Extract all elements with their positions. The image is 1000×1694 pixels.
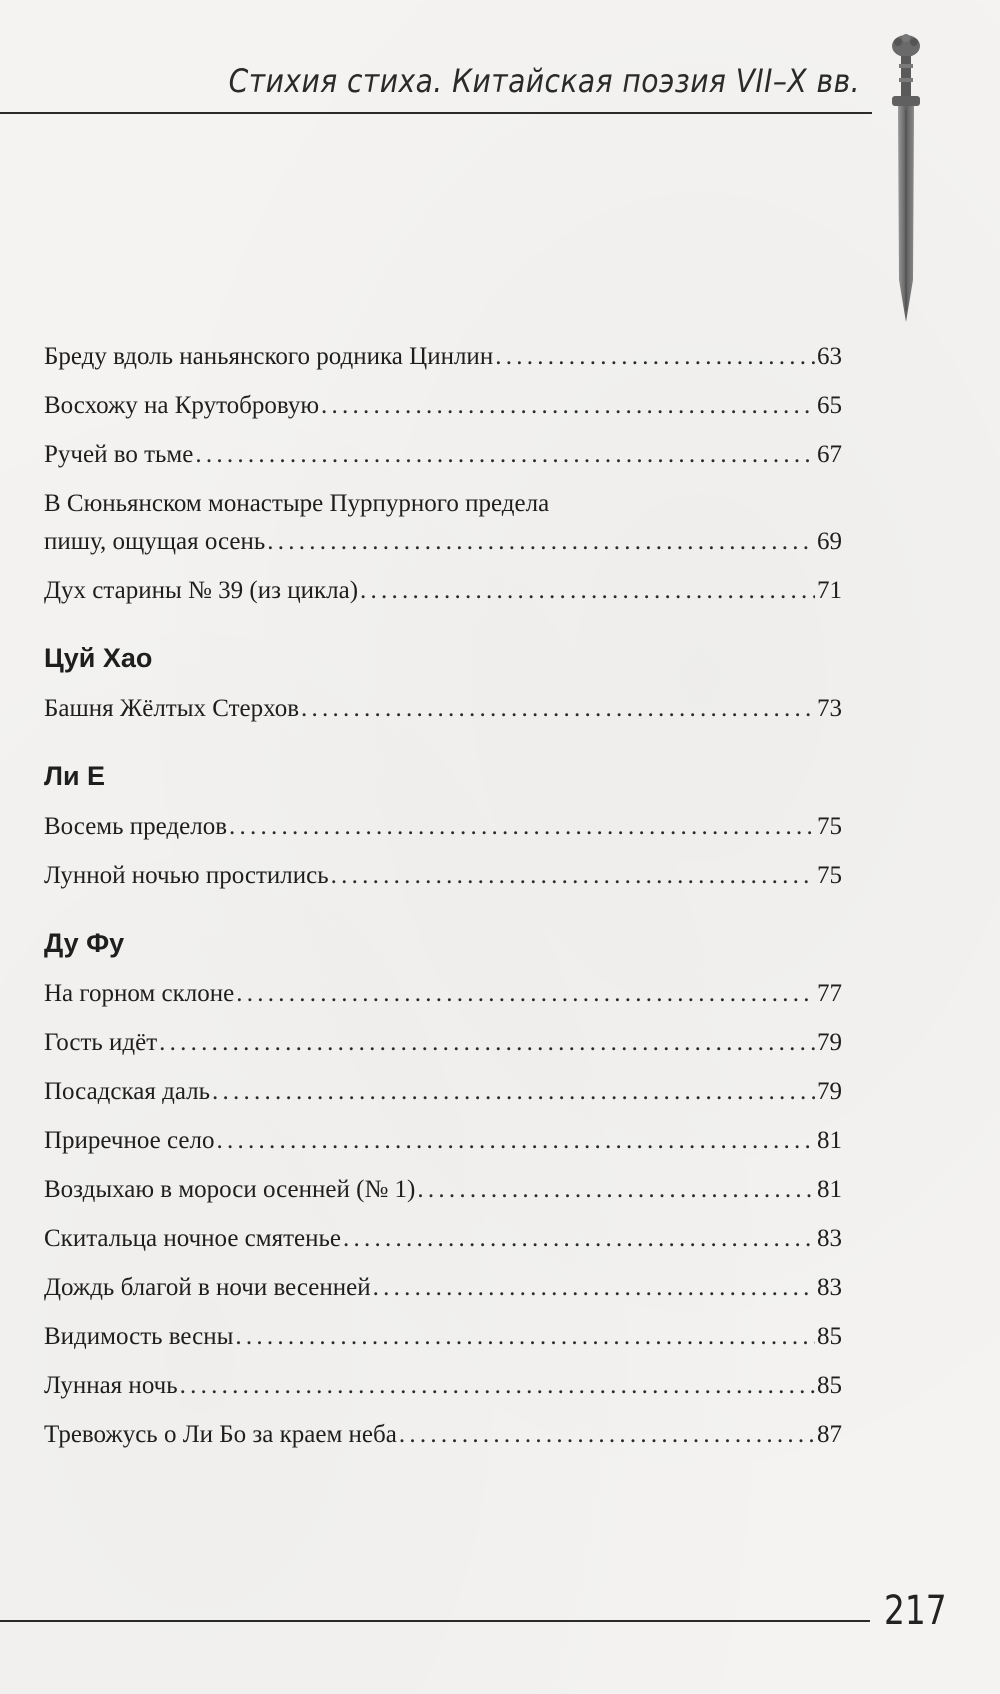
toc-page-number: 79 bbox=[817, 1029, 842, 1056]
toc-entry[interactable] bbox=[44, 861, 842, 891]
toc-entry-title: Гость идёт bbox=[44, 1029, 158, 1056]
author-heading: Ду Фу bbox=[44, 928, 125, 958]
toc-entry-title: Восемь пределов bbox=[44, 813, 228, 840]
toc-page-number: 87 bbox=[817, 1421, 842, 1448]
toc-entry[interactable] bbox=[44, 1126, 842, 1156]
toc-page-number: 71 bbox=[817, 577, 842, 604]
dot-leader bbox=[360, 576, 815, 606]
dot-leader bbox=[301, 694, 815, 724]
toc-entry[interactable] bbox=[44, 576, 842, 606]
header-rule bbox=[0, 112, 872, 114]
toc-entry[interactable] bbox=[44, 489, 842, 557]
toc-entry[interactable] bbox=[44, 812, 842, 842]
dot-leader bbox=[399, 1420, 815, 1450]
toc-page-number: 79 bbox=[817, 1078, 842, 1105]
toc-entry-title: Башня Жёлтых Стерхов bbox=[44, 695, 299, 722]
dot-leader bbox=[373, 1273, 815, 1303]
running-title: Стихия стиха. Китайская поэзия VII–X вв. bbox=[228, 62, 860, 100]
toc-page-number: 77 bbox=[817, 980, 842, 1007]
dot-leader bbox=[212, 1077, 815, 1107]
toc-entry-title-line1: В Сюньянском монастыре Пурпурного предела bbox=[44, 490, 550, 517]
toc-entry[interactable] bbox=[44, 1420, 842, 1450]
toc-page-number: 75 bbox=[817, 862, 842, 889]
toc-page-number: 73 bbox=[817, 695, 842, 722]
toc-entry-title: Скитальца ночное смятенье bbox=[44, 1225, 341, 1252]
toc-entry[interactable] bbox=[44, 391, 842, 421]
sword-icon bbox=[884, 30, 928, 330]
page-number: 217 bbox=[884, 1588, 947, 1634]
toc-entry[interactable] bbox=[44, 1322, 842, 1352]
toc-page-number: 75 bbox=[817, 813, 842, 840]
toc-page-number: 69 bbox=[817, 528, 842, 555]
footer-rule bbox=[0, 1620, 870, 1622]
dot-leader bbox=[180, 1371, 815, 1401]
toc-entry-title: Бреду вдоль наньянского родника Цинлин bbox=[44, 343, 494, 370]
toc-entry[interactable] bbox=[44, 1028, 842, 1058]
toc-entry[interactable] bbox=[44, 1077, 842, 1107]
toc-page-number: 83 bbox=[817, 1274, 842, 1301]
toc-page-number: 85 bbox=[817, 1372, 842, 1399]
toc-entry[interactable] bbox=[44, 440, 842, 470]
toc-entry[interactable] bbox=[44, 342, 842, 372]
toc-entry-title: Дух старины № 39 (из цикла) bbox=[44, 577, 359, 604]
toc-entry-title: Тревожусь о Ли Бо за краем неба bbox=[44, 1421, 397, 1448]
table-of-contents bbox=[44, 342, 842, 1469]
dot-leader bbox=[331, 861, 815, 891]
toc-entry[interactable] bbox=[44, 694, 842, 724]
toc-entry[interactable] bbox=[44, 979, 842, 1009]
toc-entry-title: Восхожу на Крутобровую bbox=[44, 392, 320, 419]
toc-page-number: 63 bbox=[817, 343, 842, 370]
dot-leader bbox=[495, 342, 815, 372]
toc-entry[interactable] bbox=[44, 1371, 842, 1401]
toc-page-number: 81 bbox=[817, 1176, 842, 1203]
dot-leader bbox=[235, 1322, 815, 1352]
dot-leader bbox=[229, 812, 815, 842]
toc-page-number: 81 bbox=[817, 1127, 842, 1154]
dot-leader bbox=[417, 1175, 815, 1205]
toc-entry-title: Дождь благой в ночи весенней bbox=[44, 1274, 371, 1301]
toc-entry[interactable] bbox=[44, 1273, 842, 1303]
toc-entry-title: пишу, ощущая осень bbox=[44, 528, 266, 555]
toc-entry-title: Приречное село bbox=[44, 1127, 215, 1154]
author-heading: Цуй Хао bbox=[44, 643, 153, 673]
toc-page-number: 83 bbox=[817, 1225, 842, 1252]
toc-entry[interactable] bbox=[44, 1175, 842, 1205]
toc-entry-title: Ручей во тьме bbox=[44, 441, 194, 468]
toc-page-number: 67 bbox=[817, 441, 842, 468]
dot-leader bbox=[216, 1126, 815, 1156]
toc-entry-title: Посадская даль bbox=[44, 1078, 211, 1105]
dot-leader bbox=[195, 440, 815, 470]
dot-leader bbox=[267, 527, 815, 557]
toc-entry-title: На горном склоне bbox=[44, 980, 235, 1007]
toc-entry-title: Воздыхаю в мороси осенней (№ 1) bbox=[44, 1176, 416, 1203]
toc-page-number: 65 bbox=[817, 392, 842, 419]
author-heading: Ли Е bbox=[44, 761, 106, 791]
dot-leader bbox=[236, 979, 815, 1009]
toc-entry-title: Лунная ночь bbox=[44, 1372, 178, 1399]
dot-leader bbox=[159, 1028, 815, 1058]
toc-page-number: 85 bbox=[817, 1323, 842, 1350]
dot-leader bbox=[321, 391, 815, 421]
toc-entry[interactable] bbox=[44, 1224, 842, 1254]
toc-entry-title: Лунной ночью простились bbox=[44, 862, 329, 889]
toc-entry-title: Видимость весны bbox=[44, 1323, 234, 1350]
dot-leader bbox=[343, 1224, 815, 1254]
